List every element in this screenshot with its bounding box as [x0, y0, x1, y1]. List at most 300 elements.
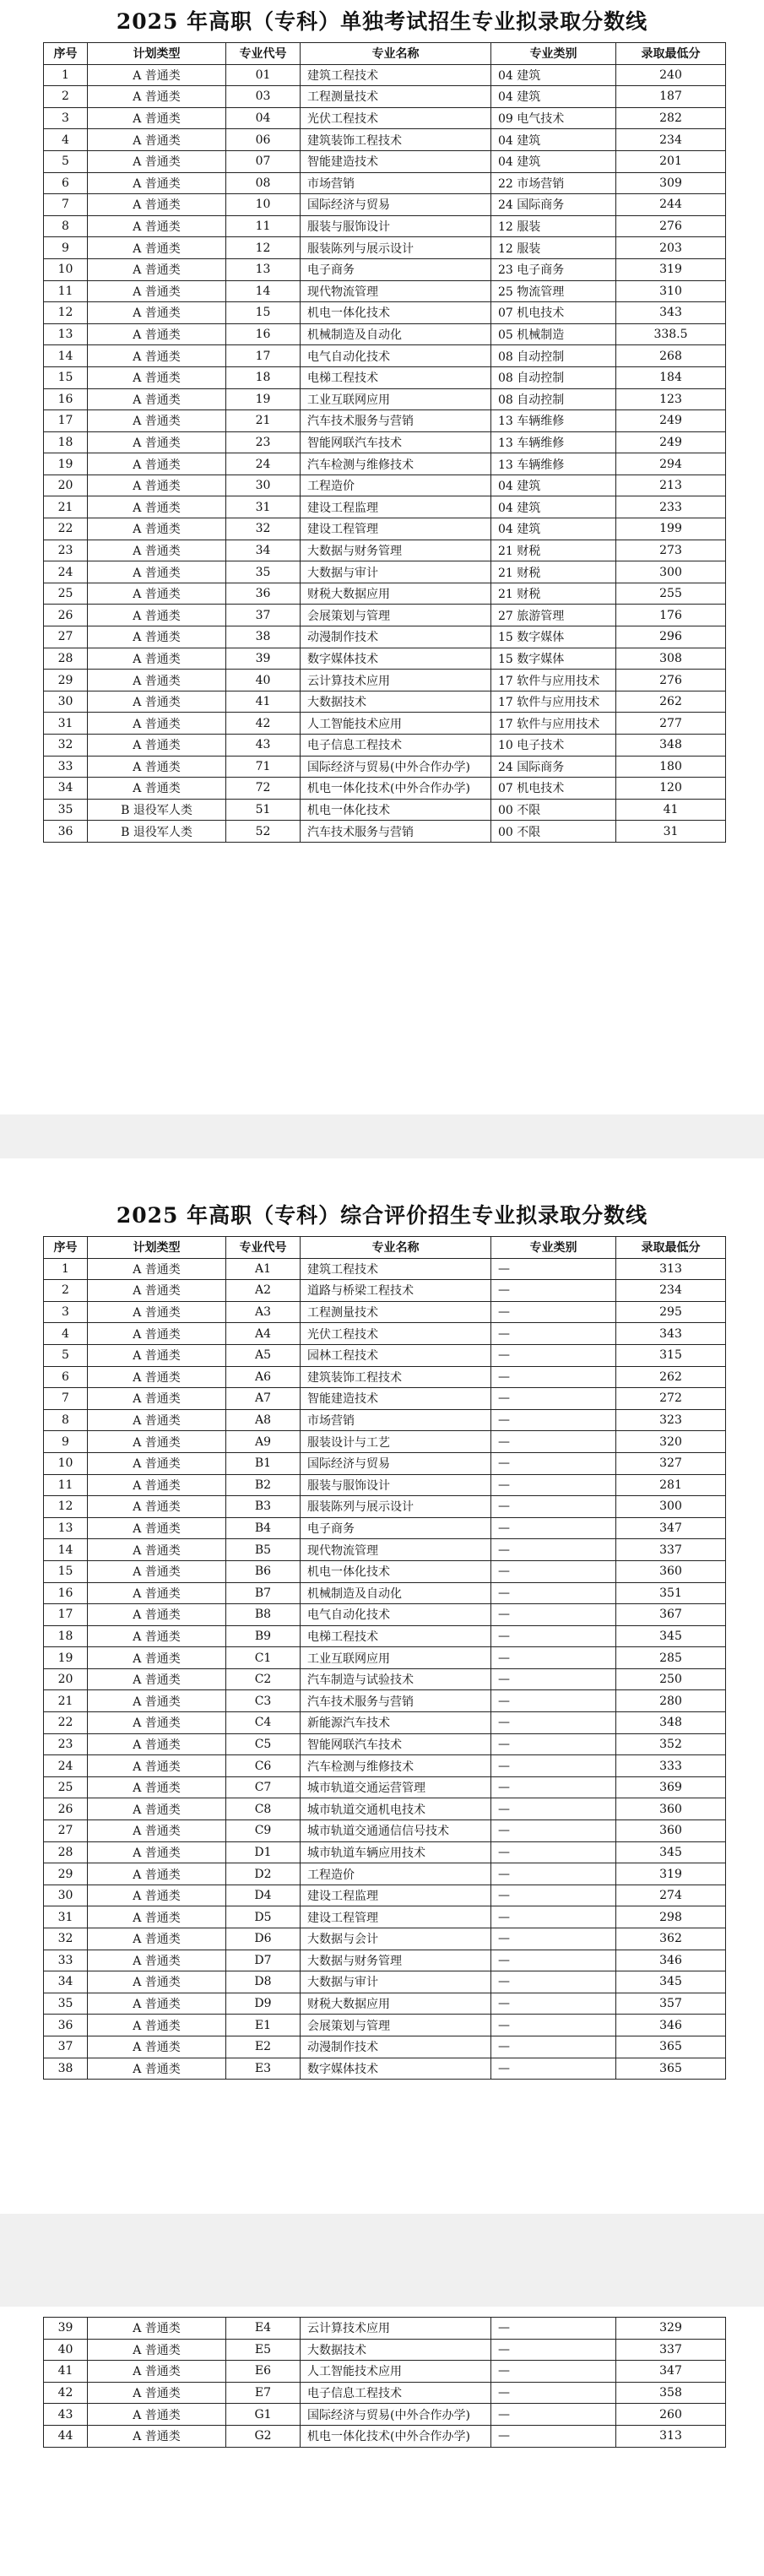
cell-major-category: 10 电子技术	[491, 735, 616, 757]
cell-major-category: 12 服装	[491, 215, 616, 237]
cell-major-name: 光伏工程技术	[301, 1323, 491, 1345]
cell-major-name: 电子商务	[301, 1517, 491, 1539]
cell-min-score: 180	[616, 756, 726, 778]
cell-min-score: 309	[616, 172, 726, 194]
cell-min-score: 337	[616, 1539, 726, 1561]
cell-major-category: 04 建筑	[491, 86, 616, 108]
cell-index: 9	[44, 1431, 88, 1453]
cell-major-code: A9	[226, 1431, 301, 1453]
cell-index: 25	[44, 583, 88, 605]
cell-plan-type: A 普通类	[88, 1712, 226, 1734]
cell-plan-type: A 普通类	[88, 2339, 226, 2361]
table-row	[44, 150, 726, 172]
column-header: 专业代号	[226, 1237, 301, 1259]
table-row	[44, 735, 726, 757]
cell-major-category: 17 软件与应用技术	[491, 691, 616, 713]
cell-major-code: E1	[226, 2015, 301, 2036]
cell-index: 11	[44, 280, 88, 302]
cell-major-name: 服装陈列与展示设计	[301, 1496, 491, 1518]
cell-plan-type: A 普通类	[88, 1971, 226, 1993]
cell-major-code: B8	[226, 1604, 301, 1626]
cell-major-code: D6	[226, 1928, 301, 1950]
cell-index: 30	[44, 1885, 88, 1906]
cell-plan-type: B 退役军人类	[88, 821, 226, 843]
cell-major-category: —	[491, 1950, 616, 1971]
cell-plan-type: A 普通类	[88, 496, 226, 518]
table-row	[44, 366, 726, 388]
cell-plan-type: A 普通类	[88, 1863, 226, 1885]
cell-major-code: 13	[226, 258, 301, 280]
cell-min-score: 244	[616, 194, 726, 216]
cell-plan-type: A 普通类	[88, 86, 226, 108]
cell-major-name: 建筑装饰工程技术	[301, 129, 491, 151]
table-row	[44, 1366, 726, 1388]
cell-major-code: 11	[226, 215, 301, 237]
cell-min-score: 348	[616, 1712, 726, 1734]
table-row	[44, 2058, 726, 2080]
cell-plan-type: A 普通类	[88, 1647, 226, 1669]
cell-major-code: C2	[226, 1668, 301, 1690]
cell-index: 10	[44, 258, 88, 280]
cell-major-code: 03	[226, 86, 301, 108]
table-row	[44, 691, 726, 713]
cell-major-name: 大数据与审计	[301, 1971, 491, 1993]
cell-major-name: 财税大数据应用	[301, 1993, 491, 2015]
cell-min-score: 234	[616, 129, 726, 151]
column-header: 序号	[44, 43, 88, 65]
cell-major-code: D7	[226, 1950, 301, 1971]
cell-major-code: 43	[226, 735, 301, 757]
cell-major-name: 汽车技术服务与营销	[301, 1690, 491, 1712]
cell-plan-type: A 普通类	[88, 2318, 226, 2340]
table-row	[44, 756, 726, 778]
cell-major-name: 建设工程监理	[301, 496, 491, 518]
cell-major-category: —	[491, 2425, 616, 2447]
cell-plan-type: A 普通类	[88, 258, 226, 280]
cell-major-category: —	[491, 2404, 616, 2426]
cell-major-name: 大数据与审计	[301, 561, 491, 583]
cell-plan-type: A 普通类	[88, 583, 226, 605]
cell-plan-type: A 普通类	[88, 778, 226, 800]
cell-major-category: —	[491, 1625, 616, 1647]
cell-major-code: G1	[226, 2404, 301, 2426]
cell-index: 4	[44, 1323, 88, 1345]
cell-major-name: 机电一体化技术	[301, 1560, 491, 1582]
cell-min-score: 319	[616, 1863, 726, 1885]
table-row	[44, 1560, 726, 1582]
cell-major-name: 汽车技术服务与营销	[301, 410, 491, 432]
cell-major-category: —	[491, 1344, 616, 1366]
cell-index: 10	[44, 1452, 88, 1474]
cell-plan-type: A 普通类	[88, 388, 226, 410]
cell-major-category: 21 财税	[491, 561, 616, 583]
cell-major-name: 国际经济与贸易(中外合作办学)	[301, 756, 491, 778]
cell-major-category: —	[491, 1820, 616, 1842]
cell-min-score: 347	[616, 1517, 726, 1539]
cell-major-code: G2	[226, 2425, 301, 2447]
cell-major-name: 动漫制作技术	[301, 2036, 491, 2058]
cell-plan-type: A 普通类	[88, 172, 226, 194]
cell-plan-type: A 普通类	[88, 237, 226, 259]
cell-major-code: 38	[226, 626, 301, 648]
cell-major-name: 城市轨道交通运营管理	[301, 1776, 491, 1798]
column-header: 序号	[44, 1237, 88, 1259]
cell-min-score: 294	[616, 453, 726, 475]
cell-major-name: 国际经济与贸易	[301, 1452, 491, 1474]
cell-plan-type: A 普通类	[88, 1776, 226, 1798]
cell-min-score: 273	[616, 540, 726, 561]
cell-plan-type: A 普通类	[88, 1258, 226, 1280]
cell-major-code: B2	[226, 1474, 301, 1496]
cell-min-score: 250	[616, 1668, 726, 1690]
cell-min-score: 234	[616, 1280, 726, 1302]
cell-index: 6	[44, 172, 88, 194]
cell-major-code: 30	[226, 475, 301, 496]
cell-major-category: 08 自动控制	[491, 366, 616, 388]
cell-major-category: 04 建筑	[491, 129, 616, 151]
cell-major-code: E6	[226, 2361, 301, 2383]
cell-major-code: 07	[226, 150, 301, 172]
table-row	[44, 107, 726, 129]
cell-plan-type: A 普通类	[88, 756, 226, 778]
cell-min-score: 272	[616, 1388, 726, 1410]
table-row	[44, 1928, 726, 1950]
cell-index: 23	[44, 540, 88, 561]
cell-major-category: —	[491, 1452, 616, 1474]
cell-major-code: A4	[226, 1323, 301, 1345]
table-row	[44, 475, 726, 496]
cell-min-score: 255	[616, 583, 726, 605]
cell-major-code: C8	[226, 1798, 301, 1820]
table-row	[44, 215, 726, 237]
column-header: 专业类别	[491, 1237, 616, 1259]
cell-major-category: 07 机电技术	[491, 302, 616, 324]
cell-min-score: 187	[616, 86, 726, 108]
cell-plan-type: A 普通类	[88, 2015, 226, 2036]
cell-major-category: —	[491, 1496, 616, 1518]
cell-min-score: 260	[616, 2404, 726, 2426]
cell-min-score: 295	[616, 1301, 726, 1323]
table-row	[44, 323, 726, 345]
table-row	[44, 1733, 726, 1755]
table-row	[44, 302, 726, 324]
table-row	[44, 2382, 726, 2404]
cell-index: 8	[44, 1409, 88, 1431]
cell-major-code: 18	[226, 366, 301, 388]
cell-major-name: 国际经济与贸易(中外合作办学)	[301, 2404, 491, 2426]
cell-major-code: 12	[226, 237, 301, 259]
cell-plan-type: A 普通类	[88, 215, 226, 237]
cell-major-code: 34	[226, 540, 301, 561]
cell-major-category: —	[491, 1863, 616, 1885]
cell-min-score: 320	[616, 1431, 726, 1453]
cell-major-name: 人工智能技术应用	[301, 2361, 491, 2383]
cell-plan-type: A 普通类	[88, 2425, 226, 2447]
table-row	[44, 626, 726, 648]
table-row	[44, 670, 726, 691]
cell-major-category: —	[491, 1690, 616, 1712]
cell-plan-type: A 普通类	[88, 1539, 226, 1561]
cell-major-category: 24 国际商务	[491, 756, 616, 778]
cell-index: 29	[44, 1863, 88, 1885]
table-row	[44, 431, 726, 453]
table-row	[44, 194, 726, 216]
cell-major-name: 大数据与财务管理	[301, 540, 491, 561]
cell-min-score: 199	[616, 518, 726, 540]
cell-index: 17	[44, 410, 88, 432]
cell-major-code: B6	[226, 1560, 301, 1582]
cell-major-code: 04	[226, 107, 301, 129]
cell-plan-type: A 普通类	[88, 1906, 226, 1928]
cell-plan-type: A 普通类	[88, 626, 226, 648]
cell-index: 22	[44, 1712, 88, 1734]
admission-score-table-continued	[43, 2317, 726, 2448]
cell-major-code: C5	[226, 1733, 301, 1755]
cell-plan-type: A 普通类	[88, 1755, 226, 1777]
cell-major-name: 新能源汽车技术	[301, 1712, 491, 1734]
cell-plan-type: A 普通类	[88, 431, 226, 453]
cell-major-category: —	[491, 1474, 616, 1496]
cell-min-score: 351	[616, 1582, 726, 1604]
cell-min-score: 277	[616, 713, 726, 735]
cell-major-name: 会展策划与管理	[301, 2015, 491, 2036]
cell-index: 24	[44, 561, 88, 583]
cell-major-category: 13 车辆维修	[491, 453, 616, 475]
cell-min-score: 347	[616, 2361, 726, 2383]
cell-major-category: 04 建筑	[491, 64, 616, 86]
cell-major-category: 09 电气技术	[491, 107, 616, 129]
cell-major-code: D1	[226, 1841, 301, 1863]
cell-major-category: —	[491, 1582, 616, 1604]
table-row	[44, 1625, 726, 1647]
cell-major-code: 40	[226, 670, 301, 691]
cell-min-score: 346	[616, 2015, 726, 2036]
cell-min-score: 338.5	[616, 323, 726, 345]
cell-index: 11	[44, 1474, 88, 1496]
table-header-row	[44, 43, 726, 65]
cell-plan-type: A 普通类	[88, 2036, 226, 2058]
cell-major-code: 17	[226, 345, 301, 367]
table-row	[44, 258, 726, 280]
cell-major-name: 现代物流管理	[301, 1539, 491, 1561]
cell-major-code: 52	[226, 821, 301, 843]
column-header: 专业名称	[301, 1237, 491, 1259]
cell-index: 29	[44, 670, 88, 691]
admission-score-table	[43, 1236, 726, 2080]
cell-min-score: 276	[616, 670, 726, 691]
cell-major-code: 16	[226, 323, 301, 345]
cell-min-score: 333	[616, 1755, 726, 1777]
cell-index: 5	[44, 1344, 88, 1366]
cell-index: 1	[44, 1258, 88, 1280]
cell-major-code: A1	[226, 1258, 301, 1280]
cell-min-score: 329	[616, 2318, 726, 2340]
cell-major-category: —	[491, 1301, 616, 1323]
cell-min-score: 313	[616, 2425, 726, 2447]
cell-index: 19	[44, 453, 88, 475]
table-row	[44, 237, 726, 259]
cell-plan-type: A 普通类	[88, 713, 226, 735]
cell-index: 41	[44, 2361, 88, 2383]
table-row	[44, 1431, 726, 1453]
cell-major-code: 37	[226, 605, 301, 626]
cell-major-code: B9	[226, 1625, 301, 1647]
cell-major-category: —	[491, 2318, 616, 2340]
cell-major-name: 电子信息工程技术	[301, 735, 491, 757]
column-header: 专业类别	[491, 43, 616, 65]
cell-index: 33	[44, 756, 88, 778]
cell-plan-type: A 普通类	[88, 107, 226, 129]
table-row	[44, 1712, 726, 1734]
table-row	[44, 1776, 726, 1798]
cell-index: 20	[44, 1668, 88, 1690]
table-row	[44, 1452, 726, 1474]
cell-plan-type: A 普通类	[88, 1625, 226, 1647]
cell-min-score: 346	[616, 1950, 726, 1971]
cell-min-score: 369	[616, 1776, 726, 1798]
page-single-exam	[0, 0, 764, 1114]
cell-major-code: 31	[226, 496, 301, 518]
cell-index: 18	[44, 431, 88, 453]
table-row	[44, 388, 726, 410]
cell-plan-type: A 普通类	[88, 648, 226, 670]
cell-min-score: 348	[616, 735, 726, 757]
cell-major-category: 15 数字媒体	[491, 648, 616, 670]
cell-plan-type: A 普通类	[88, 2404, 226, 2426]
cell-plan-type: A 普通类	[88, 1582, 226, 1604]
cell-major-category: 00 不限	[491, 799, 616, 821]
table-row	[44, 778, 726, 800]
cell-plan-type: A 普通类	[88, 323, 226, 345]
cell-major-code: 71	[226, 756, 301, 778]
table-row	[44, 583, 726, 605]
cell-major-name: 工业互联网应用	[301, 1647, 491, 1669]
cell-index: 21	[44, 1690, 88, 1712]
cell-min-score: 313	[616, 1258, 726, 1280]
cell-major-category: 13 车辆维修	[491, 410, 616, 432]
cell-major-category: 17 软件与应用技术	[491, 670, 616, 691]
cell-plan-type: A 普通类	[88, 518, 226, 540]
cell-index: 15	[44, 366, 88, 388]
cell-major-code: 51	[226, 799, 301, 821]
cell-major-category: —	[491, 1755, 616, 1777]
cell-index: 6	[44, 1366, 88, 1388]
table-row	[44, 1820, 726, 1842]
cell-major-category: —	[491, 1604, 616, 1626]
cell-plan-type: A 普通类	[88, 1452, 226, 1474]
cell-major-code: 72	[226, 778, 301, 800]
cell-major-name: 电梯工程技术	[301, 1625, 491, 1647]
cell-plan-type: A 普通类	[88, 1798, 226, 1820]
cell-index: 13	[44, 1517, 88, 1539]
cell-index: 24	[44, 1755, 88, 1777]
cell-index: 43	[44, 2404, 88, 2426]
cell-plan-type: A 普通类	[88, 280, 226, 302]
cell-index: 16	[44, 388, 88, 410]
cell-plan-type: A 普通类	[88, 345, 226, 367]
cell-major-name: 建设工程管理	[301, 1906, 491, 1928]
cell-major-code: B1	[226, 1452, 301, 1474]
table-row	[44, 1280, 726, 1302]
cell-min-score: 280	[616, 1690, 726, 1712]
cell-index: 12	[44, 302, 88, 324]
cell-index: 13	[44, 323, 88, 345]
table-row	[44, 799, 726, 821]
cell-major-code: 39	[226, 648, 301, 670]
cell-major-name: 服装与服饰设计	[301, 215, 491, 237]
cell-plan-type: A 普通类	[88, 1344, 226, 1366]
cell-min-score: 203	[616, 237, 726, 259]
cell-major-name: 机电一体化技术(中外合作办学)	[301, 2425, 491, 2447]
cell-major-code: 21	[226, 410, 301, 432]
cell-index: 32	[44, 735, 88, 757]
cell-min-score: 281	[616, 1474, 726, 1496]
cell-major-category: 13 车辆维修	[491, 431, 616, 453]
cell-plan-type: A 普通类	[88, 302, 226, 324]
cell-major-category: —	[491, 1560, 616, 1582]
cell-plan-type: A 普通类	[88, 1993, 226, 2015]
table-row	[44, 1906, 726, 1928]
cell-min-score: 345	[616, 1971, 726, 1993]
cell-major-code: B3	[226, 1496, 301, 1518]
cell-plan-type: A 普通类	[88, 1560, 226, 1582]
cell-major-name: 现代物流管理	[301, 280, 491, 302]
cell-index: 5	[44, 150, 88, 172]
table-row	[44, 129, 726, 151]
cell-min-score: 323	[616, 1409, 726, 1431]
cell-min-score: 358	[616, 2382, 726, 2404]
table-row	[44, 1582, 726, 1604]
cell-major-category: —	[491, 1841, 616, 1863]
cell-major-category: —	[491, 2382, 616, 2404]
table-row	[44, 821, 726, 843]
cell-index: 28	[44, 1841, 88, 1863]
page-title: 2025 年高职（专科）单独考试招生专业拟录取分数线	[116, 9, 648, 34]
cell-major-category: —	[491, 1906, 616, 1928]
cell-index: 23	[44, 1733, 88, 1755]
table-row	[44, 561, 726, 583]
cell-index: 20	[44, 475, 88, 496]
cell-plan-type: A 普通类	[88, 129, 226, 151]
column-header: 计划类型	[88, 43, 226, 65]
cell-plan-type: A 普通类	[88, 1474, 226, 1496]
table-header-row	[44, 1237, 726, 1259]
admission-score-table	[43, 42, 726, 843]
cell-major-category: —	[491, 1517, 616, 1539]
table-row	[44, 1388, 726, 1410]
cell-major-name: 大数据与财务管理	[301, 1950, 491, 1971]
cell-major-category: —	[491, 1776, 616, 1798]
column-header: 专业名称	[301, 43, 491, 65]
cell-major-code: 01	[226, 64, 301, 86]
cell-index: 7	[44, 194, 88, 216]
cell-index: 26	[44, 605, 88, 626]
cell-plan-type: A 普通类	[88, 1431, 226, 1453]
cell-min-score: 285	[616, 1647, 726, 1669]
cell-major-code: E7	[226, 2382, 301, 2404]
cell-major-name: 机电一体化技术(中外合作办学)	[301, 778, 491, 800]
cell-min-score: 240	[616, 64, 726, 86]
cell-min-score: 357	[616, 1993, 726, 2015]
cell-major-code: C3	[226, 1690, 301, 1712]
table-row	[44, 1647, 726, 1669]
cell-plan-type: A 普通类	[88, 1733, 226, 1755]
cell-major-name: 机械制造及自动化	[301, 323, 491, 345]
cell-plan-type: A 普通类	[88, 1301, 226, 1323]
cell-major-code: B7	[226, 1582, 301, 1604]
cell-index: 4	[44, 129, 88, 151]
cell-index: 32	[44, 1928, 88, 1950]
